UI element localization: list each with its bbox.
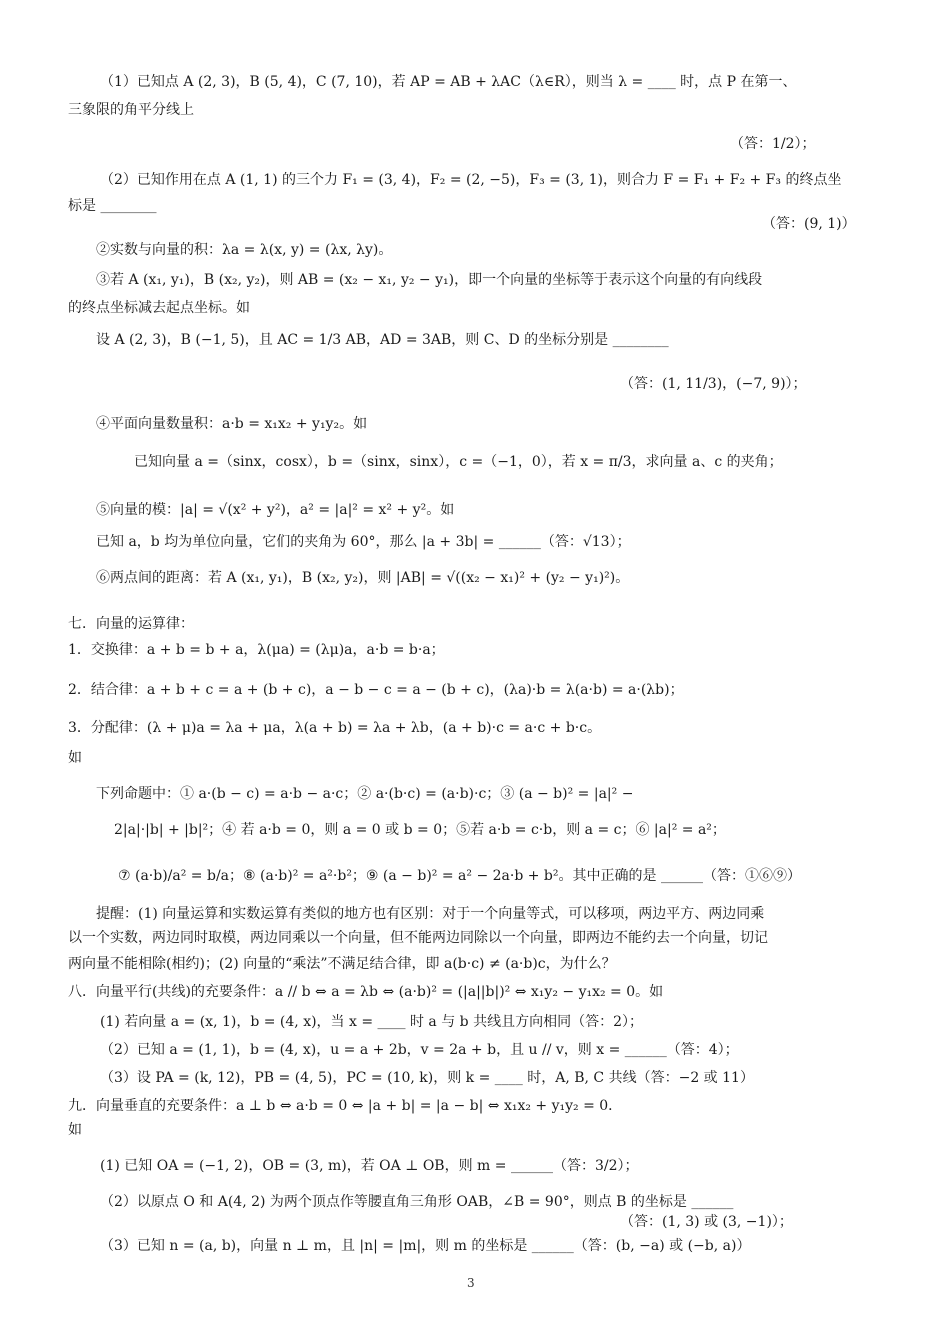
magnitude-example: 已知 a，b 均为单位向量，它们的夹角为 60°，那么 |a + 3b| = ______（答：√13）； — [96, 534, 631, 550]
item-2-line-1: （2）已知作用在点 A (1, 1) 的三个力 F₁ = (3, 4)，F₂ = (2, −5)，F₃ = (3, 1)，则合力 F = F₁ + F₂ + F₃ 的终点坐 — [100, 172, 842, 188]
perpendicular-example-1: (1) 已知 OA = (−1, 2)，OB = (3, m)，若 OA ⊥ OB，则 m = ______（答：3/2）； — [100, 1158, 639, 1174]
propositions-line-3: ⑦ (a·b)/a² = b/a；⑧ (a·b)² = a²·b²；⑨ (a − b)² = a² − 2a·b + b²。其中正确的是 ______（答：①⑥⑨） — [118, 868, 801, 884]
item-1-line-2: 三象限的角平分线上 — [68, 102, 194, 118]
propositions-line-2: 2|a|·|b| + |b|²；④ 若 a·b = 0，则 a = 0 或 b = 0；⑤若 a·b = c·b，则 a = c；⑥ |a|² = a²； — [114, 822, 726, 838]
item-2-line-2: 标是 ________ — [68, 198, 157, 214]
perpendicular-example-2: （2）以原点 O 和 A(4, 2) 为两个顶点作等腰直角三角形 OAB，∠B = 90°，则点 B 的坐标是 ______ — [100, 1194, 734, 1210]
section-8-heading: 八．向量平行(共线)的充要条件：a // b ⇔ a = λb ⇔ (a·b)² = (|a||b|)² ⇔ x₁y₂ − y₁x₂ = 0。如 — [68, 984, 664, 1000]
answer-2: （答：(9, 1)） — [762, 216, 856, 232]
item-1-line-1: （1）已知点 A (2, 3)，B (5, 4)，C (7, 10)，若 AP = AB + λAC（λ∈R），则当 λ = ____ 时，点 P 在第一、 — [100, 74, 797, 90]
answer-4: （答：(1, 3) 或 (3, −1)）； — [620, 1214, 793, 1230]
parallel-example-3: （3）设 PA = (k, 12)，PB = (4, 5)，PC = (10, k)，则 k = ____ 时，A, B, C 共线（答：−2 或 11） — [100, 1070, 754, 1086]
perpendicular-example-3: （3）已知 n = (a, b)，向量 n ⊥ m，且 |n| = |m|，则 m 的坐标是 ______（答：(b, −a) 或 (−b, a)） — [100, 1238, 751, 1254]
parallel-example-2: （2）已知 a = (1, 1)，b = (4, x)，u = a + 2b，v = 2a + b，且 u // v，则 x = ______（答：4）； — [100, 1042, 739, 1058]
magnitude-rule: ⑤向量的模：|a| = √(x² + y²)，a² = |a|² = x² + y²。如 — [96, 502, 455, 518]
parallel-example-1: (1) 若向量 a = (x, 1)，b = (4, x)，当 x = ____ 时 a 与 b 共线且方向相同（答：2）； — [100, 1014, 643, 1030]
scalar-product-rule: ②实数与向量的积：λa = λ(x, y) = (λx, λy)。 — [96, 242, 393, 258]
dot-product-example: 已知向量 a =（sinx，cosx），b =（sinx，sinx），c =（−1，0），若 x = π/3，求向量 a、c 的夹角； — [134, 454, 783, 470]
distance-rule: ⑥两点间的距离：若 A (x₁, y₁)，B (x₂, y₂)，则 |AB| = √((x₂ − x₁)² + (y₂ − y₁)²)。 — [96, 570, 630, 586]
reminder-line-3: 两向量不能相除(相约)；(2) 向量的“乘法”不满足结合律，即 a(b·c) ≠ (a·b)c，为什么？ — [68, 956, 616, 972]
example-label-2: 如 — [68, 1122, 82, 1138]
associative-law: 2．结合律：a + b + c = a + (b + c)，a − b − c = a − (b + c)，(λa)·b = λ(a·b) = a·(λb)； — [68, 682, 684, 698]
distributive-law: 3．分配律：(λ + μ)a = λa + μa，λ(a + b) = λa + λb，(a + b)·c = a·c + b·c。 — [68, 720, 602, 736]
section-9-heading: 九．向量垂直的充要条件：a ⊥ b ⇔ a·b = 0 ⇔ |a + b| = |a − b| ⇔ x₁x₂ + y₁y₂ = 0． — [68, 1098, 623, 1114]
reminder-line-2: 以一个实数，两边同时取模，两边同乘以一个向量，但不能两边同除以一个向量，即两边不能约去一个向量，切记 — [68, 930, 768, 946]
vector-coordinate-example: 设 A (2, 3)，B (−1, 5)，且 AC = 1/3 AB，AD = 3AB，则 C、D 的坐标分别是 ________ — [96, 332, 669, 348]
dot-product-rule: ④平面向量数量积：a·b = x₁x₂ + y₁y₂。如 — [96, 416, 368, 432]
propositions-line-1: 下列命题中：① a·(b − c) = a·b − a·c；② a·(b·c) = (a·b)·c；③ (a − b)² = |a|² − — [96, 786, 634, 802]
vector-coordinate-rule-1: ③若 A (x₁, y₁)，B (x₂, y₂)，则 AB = (x₂ − x₁, y₂ − y₁)，即一个向量的坐标等于表示这个向量的有向线段 — [96, 272, 763, 288]
example-label-1: 如 — [68, 750, 82, 766]
vector-coordinate-rule-2: 的终点坐标减去起点坐标。如 — [68, 300, 250, 316]
commutative-law: 1．交换律：a + b = b + a，λ(μa) = (λμ)a，a·b = b·a； — [68, 642, 445, 658]
section-7-heading: 七．向量的运算律： — [68, 616, 194, 632]
reminder-line-1: 提醒：(1) 向量运算和实数运算有类似的地方也有区别：对于一个向量等式，可以移项，两边平方、两边同乘 — [96, 906, 765, 922]
answer-3: （答：(1, 11/3)，(−7, 9)）； — [620, 376, 807, 392]
page-number: 3 — [467, 1276, 475, 1290]
answer-1: （答：1/2）； — [730, 136, 816, 152]
